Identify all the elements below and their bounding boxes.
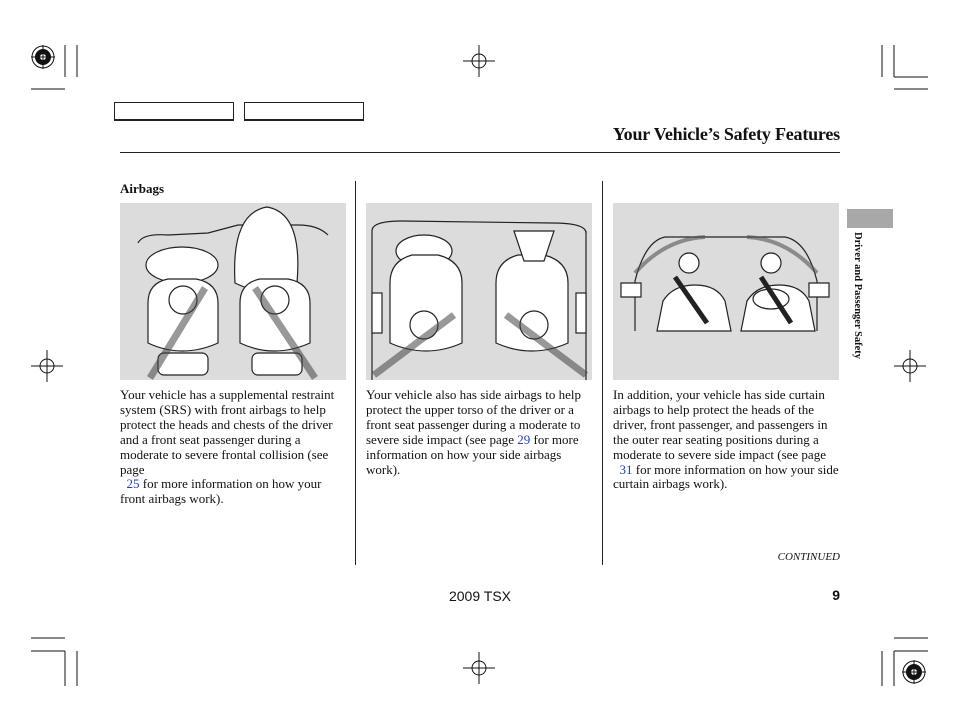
column-divider [602, 181, 603, 565]
registration-target-icon [902, 660, 926, 684]
side-airbags-illustration-icon [366, 203, 592, 380]
registration-target-icon [31, 45, 55, 69]
body-text-column [613, 388, 841, 492]
front-airbags-illustration-icon [120, 203, 346, 380]
body-text: Your vehicle also has side airbags to help protect the upper torso of the driver or a front seat passenger during a moderate to severe side impact (see page [366, 387, 581, 447]
section-side-label: Driver and Passenger Safety [852, 232, 863, 360]
body-text: for more information on how your front airbags work). [120, 476, 322, 507]
body-text-column [120, 388, 348, 507]
side-curtain-airbags-illustration-icon [613, 203, 839, 380]
continued-note: CONTINUED [777, 551, 840, 563]
body-text: In addition, your vehicle has side curtain airbags to help protect the heads of the driver, front passenger, and passengers in the outer rear seating positions during a moderate to severe side impact (see page [613, 387, 828, 462]
header-tab-box [244, 102, 364, 120]
body-text: Your vehicle has a supplemental restraint system (SRS) with front airbags to help protect the heads and chests of the driver and a front seat passenger during a moderate to severe frontal collision (see page [120, 387, 335, 477]
side-airbags-illustration [366, 203, 592, 380]
page-link[interactable]: 31 [619, 461, 633, 477]
header-tab-box [114, 102, 234, 120]
section-tab-marker [847, 209, 893, 228]
page-title: Your Vehicle’s Safety Features [612, 124, 840, 144]
body-text: for more information on how your side curtain airbags work). [613, 461, 839, 492]
front-airbags-illustration [120, 203, 346, 380]
side-curtain-airbags-illustration [613, 203, 839, 380]
body-text: for more information on how your side airbags work). [366, 431, 579, 477]
section-heading: Airbags [120, 181, 165, 196]
header-rule [120, 152, 840, 153]
page-link[interactable]: 25 [126, 476, 140, 492]
page-link[interactable]: 29 [517, 431, 531, 447]
column-divider [355, 181, 356, 565]
body-text-column [366, 388, 594, 477]
page-number: 9 [832, 587, 840, 603]
footer-model: 2009 TSX [448, 588, 511, 604]
